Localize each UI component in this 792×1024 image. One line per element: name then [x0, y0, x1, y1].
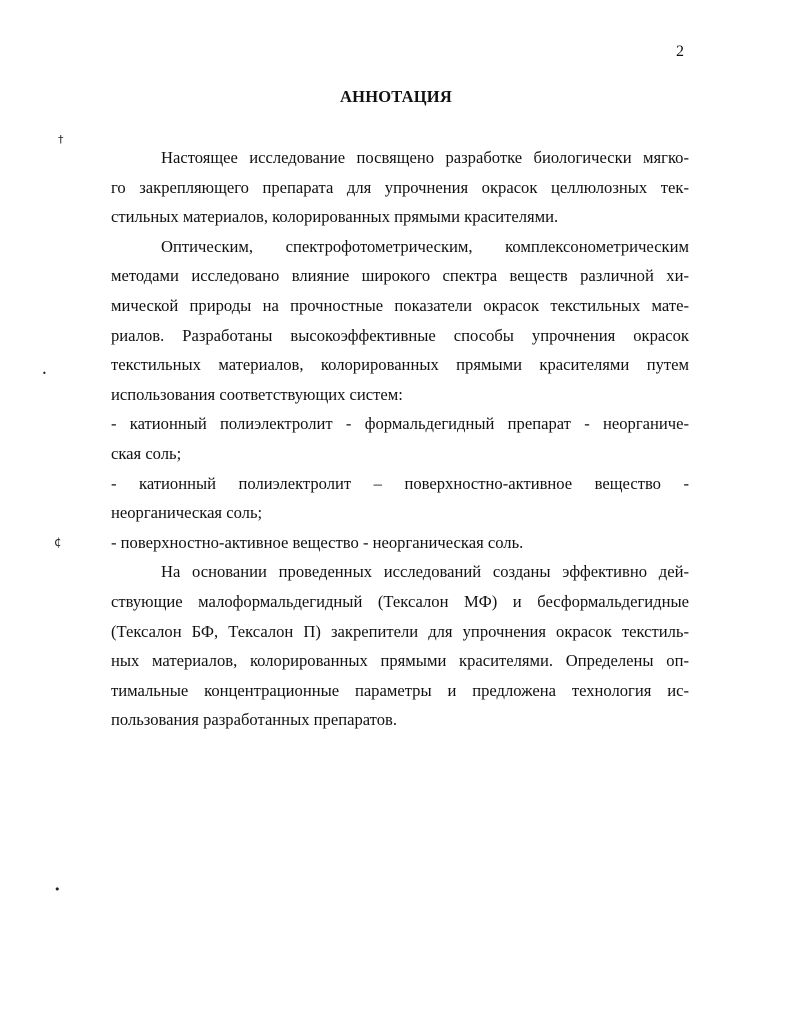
- margin-ink-mark: •: [54, 883, 61, 896]
- text-line: пользования разработанных препаратов.: [111, 710, 397, 730]
- margin-ink-mark: ¢: [54, 535, 62, 549]
- paragraph-intro: [111, 143, 689, 232]
- margin-ink-mark: •: [42, 369, 47, 378]
- list-item-continuation: неорганическая соль;: [111, 503, 263, 523]
- text-line: методами исследовано влияние широкого спектра веществ различной хи-: [111, 266, 689, 286]
- abstract-body: [111, 143, 689, 735]
- text-line: ствующие малоформальдегидный (Тексалон МФ) и бесформальдегидные: [111, 591, 689, 611]
- text-line: Настоящее исследование посвящено разработке биологически мягко-: [161, 148, 689, 167]
- text-line: Оптическим, спектрофотометрическим, комплексонометрическим: [161, 236, 689, 256]
- page-number: 2: [676, 43, 684, 60]
- paragraph-methods: [111, 232, 689, 410]
- list-item: - катионный полиэлектролит - формальдегидный препарат - неорганиче-: [111, 414, 689, 434]
- text-line: текстильных материалов, колорированных прямыми красителями путем: [111, 355, 689, 375]
- text-line: тимальные концентрационные параметры и предложена технология ис-: [111, 680, 689, 700]
- margin-ink-mark: †: [58, 133, 64, 146]
- document-title: АННОТАЦИЯ: [340, 87, 452, 106]
- text-line: го закрепляющего препарата для упрочнения окрасок целлюлозных тек-: [111, 177, 689, 197]
- list-item: - поверхностно-активное вещество - неорганическая соль.: [111, 532, 524, 552]
- list-item: - катионный полиэлектролит – поверхностно-активное вещество -: [111, 473, 689, 493]
- text-line: использования соответствующих систем:: [111, 384, 403, 404]
- systems-list: [111, 409, 689, 557]
- paragraph-results: [111, 557, 689, 735]
- text-line: стильных материалов, колорированных прямыми красителями.: [111, 207, 559, 227]
- text-line: мической природы на прочностные показатели окрасок текстильных мате-: [111, 295, 689, 315]
- list-item-continuation: ская соль;: [111, 443, 182, 463]
- text-line: (Тексалон БФ, Тексалон П) закрепители для упрочнения окрасок текстиль-: [111, 621, 689, 641]
- text-line: риалов. Разработаны высокоэффективные способы упрочнения окрасок: [111, 325, 689, 345]
- text-line: На основании проведенных исследований созданы эффективно дей-: [161, 562, 689, 582]
- text-line: ных материалов, колорированных прямыми красителями. Определены оп-: [111, 651, 689, 671]
